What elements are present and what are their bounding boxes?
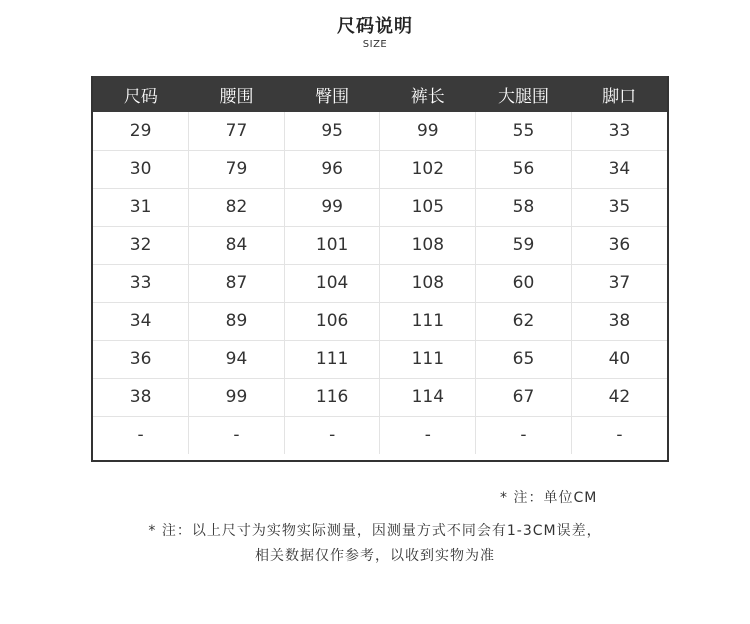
table-cell: 82 [189, 188, 285, 226]
table-cell: 33 [571, 112, 667, 150]
table-row [93, 112, 667, 150]
table-cell: 111 [284, 340, 380, 378]
table-cell: - [476, 416, 572, 454]
table-cell: - [189, 416, 285, 454]
table-cell: - [616, 425, 623, 446]
table-cell: 31 [93, 188, 189, 226]
table-cell: 33 [93, 264, 189, 302]
table-cell: 35 [571, 188, 667, 226]
column-header-hip: 臀围 [315, 86, 350, 107]
table-cell: 56 [476, 150, 572, 188]
table-cell: 108 [380, 226, 476, 264]
table-cell: 42 [571, 378, 667, 416]
table-cell: 114 [380, 378, 476, 416]
table-cell: 102 [380, 150, 476, 188]
table-cell: 77 [189, 112, 285, 150]
size-table [91, 76, 669, 462]
table-cell: 99 [189, 378, 285, 416]
table-row [93, 340, 667, 378]
column-header-size: 尺码 [123, 86, 158, 107]
page-title: 尺码说明 [337, 16, 413, 37]
table-row [93, 302, 667, 340]
table-cell: 55 [476, 112, 572, 150]
table-cell: 36 [93, 340, 189, 378]
table-cell: 99 [380, 112, 476, 150]
table-cell: 104 [284, 264, 380, 302]
table-body [93, 112, 667, 454]
table-cell: 38 [93, 378, 189, 416]
table-cell: 36 [571, 226, 667, 264]
table-cell: 34 [93, 302, 189, 340]
table-row [93, 188, 667, 226]
table-cell: 89 [189, 302, 285, 340]
table-cell: 40 [571, 340, 667, 378]
size-chart [93, 76, 667, 454]
table-cell: 101 [284, 226, 380, 264]
table-row [93, 264, 667, 302]
table-cell: 34 [571, 150, 667, 188]
table-cell: 106 [284, 302, 380, 340]
column-header-waist: 腰围 [219, 86, 254, 107]
table-cell: 94 [189, 340, 285, 378]
table-cell: 32 [93, 226, 189, 264]
table-cell: 29 [93, 112, 189, 150]
table-cell: 116 [284, 378, 380, 416]
column-header-hem: 脚口 [602, 86, 637, 107]
table-cell: 37 [571, 264, 667, 302]
note-line-1: * 注：以上尺寸为实物实际测量，因测量方式不同会有1-3CM误差， [148, 523, 602, 539]
table-cell: 67 [476, 378, 572, 416]
unit-note: * 注：单位CM [500, 490, 598, 506]
note-line-2: 相关数据仅作参考，以收到实物为准 [255, 548, 495, 564]
table-cell: 65 [476, 340, 572, 378]
table-cell: - [380, 416, 476, 454]
table-cell: - [284, 416, 380, 454]
header-row [93, 76, 667, 112]
table-cell: 99 [284, 188, 380, 226]
table-row [93, 226, 667, 264]
table-cell: 58 [476, 188, 572, 226]
table-cell: 87 [189, 264, 285, 302]
column-header-length: 裤长 [410, 86, 445, 107]
table-cell: 38 [571, 302, 667, 340]
column-header-thigh: 大腿围 [497, 86, 549, 107]
table-cell: 79 [189, 150, 285, 188]
table-cell: 30 [93, 150, 189, 188]
table-header [93, 76, 667, 112]
table-cell: 60 [476, 264, 572, 302]
table-row [93, 150, 667, 188]
table-cell: 111 [380, 340, 476, 378]
table-cell: 62 [476, 302, 572, 340]
table-cell: 59 [476, 226, 572, 264]
page-subtitle: SIZE [362, 39, 388, 50]
table-row [93, 378, 667, 416]
table-cell: 111 [380, 302, 476, 340]
table-cell: 95 [284, 112, 380, 150]
table-cell: 105 [380, 188, 476, 226]
table-cell: 96 [284, 150, 380, 188]
table-row [93, 416, 667, 454]
table-cell: 108 [380, 264, 476, 302]
measurement-note [0, 519, 750, 569]
table-cell: 84 [189, 226, 285, 264]
table-cell: - [93, 416, 189, 454]
